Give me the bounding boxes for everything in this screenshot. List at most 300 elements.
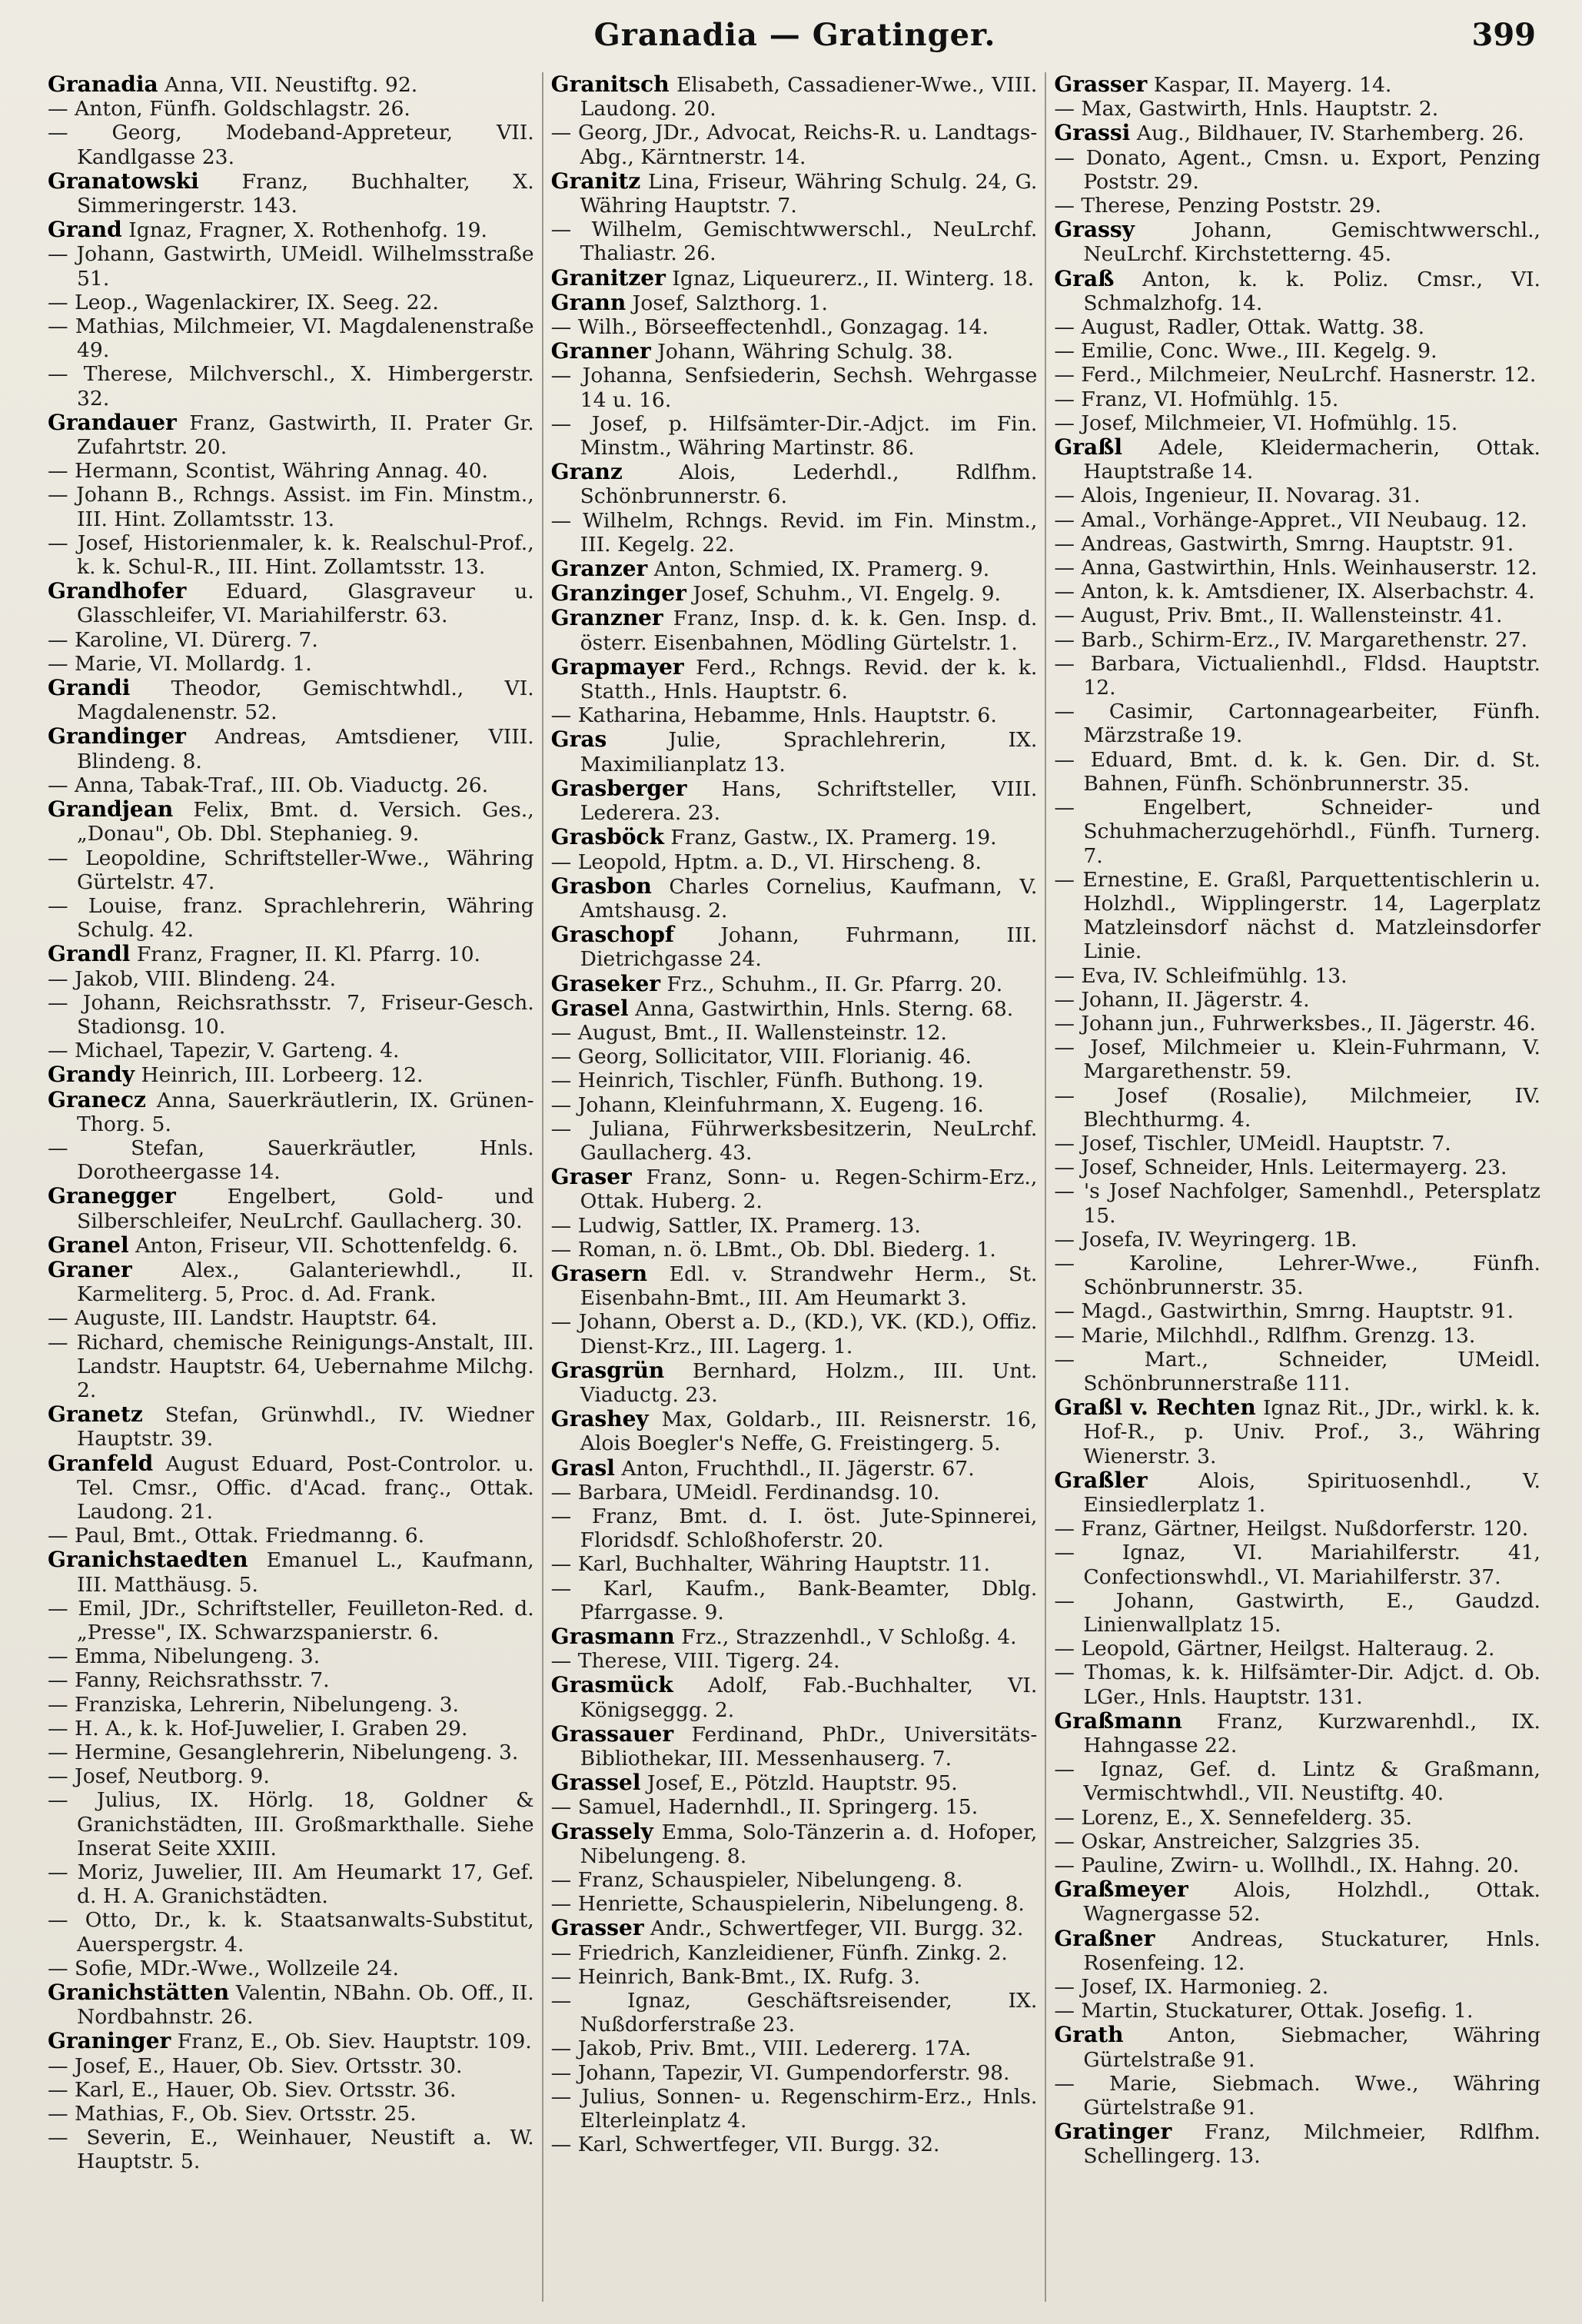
directory-entry xyxy=(551,218,1038,265)
entry-surname: Grasmück xyxy=(550,1672,673,1698)
entry-details: — Otto, Dr., k. k. Staatsanwalts-Substitut, Auerspergstr. 4. xyxy=(48,1908,534,1957)
running-title: Granadia — Gratinger. xyxy=(593,17,996,53)
entry-surname: Grassel xyxy=(550,1770,641,1796)
directory-entry xyxy=(1054,146,1540,194)
entry-surname: Grassauer xyxy=(550,1721,674,1747)
directory-entry xyxy=(551,291,1038,315)
directory-entry xyxy=(48,97,534,121)
entry-details: Felix, Bmt. d. Versich. Ges., „Donau", Ob. Dbl. Stephanieg. 9. xyxy=(77,798,534,846)
entry-details: Adolf, Fab.-Buchhalter, VI. Königseggg. 2. xyxy=(580,1674,1038,1722)
directory-entry xyxy=(48,1741,534,1764)
entry-details: — Barbara, UMeidl. Ferdinandsg. 10. xyxy=(550,1480,940,1504)
entry-details: August Eduard, Post-Controlor. u. Tel. Cmsr., Offic. d'Acad. franç., Ottak. Laudong. 21. xyxy=(77,1451,534,1524)
directory-entry xyxy=(48,1644,534,1668)
entry-details: — Emil, JDr., Schriftsteller, Feuilleton-Red. d. „Presse", IX. Schwarzspanierstr. 6. xyxy=(48,1596,534,1644)
entry-details: Alois, Lederhdl., Rdlfhm. Schönbrunnerstr. 6. xyxy=(580,460,1038,509)
entry-details: — Sofie, MDr.-Wwe., Wollzeile 24. xyxy=(48,1956,399,1980)
entry-details: — Emma, Nibelungeng. 3. xyxy=(48,1644,321,1669)
column-3 xyxy=(1045,72,1548,2302)
entry-details: — Karl, Buchhalter, Währing Hauptstr. 11. xyxy=(550,1552,990,1577)
directory-entry xyxy=(1054,868,1540,964)
entry-details: — Therese, Milchverschl., X. Himbergerstr. 32. xyxy=(48,362,534,411)
directory-entry xyxy=(1054,97,1540,121)
directory-entry xyxy=(48,362,534,410)
entry-details: — Emilie, Conc. Wwe., III. Kegelg. 9. xyxy=(1054,339,1437,364)
entry-details: — Wilhelm, Rchngs. Revid. im Fin. Minstm., III. Kegelg. 22. xyxy=(550,508,1038,557)
entry-details: Max, Goldarb., III. Reisnerstr. 16, Alois Boegler's Neffe, G. Freistingerg. 5. xyxy=(580,1408,1038,1456)
entry-details: Heinrich, III. Lorbeerg. 12. xyxy=(135,1063,424,1088)
entry-surname: Gras xyxy=(550,726,607,753)
directory-entry xyxy=(1054,1324,1540,1348)
directory-entry xyxy=(48,459,534,483)
directory-entry xyxy=(551,1069,1038,1092)
entry-details: — Therese, VIII. Tigerg. 24. xyxy=(550,1649,840,1674)
directory-entry xyxy=(551,1214,1038,1238)
entry-surname: Granz xyxy=(550,459,623,485)
entry-details: Eduard, Glasgraveur u. Glasschleifer, VI. Mariahilferstr. 63. xyxy=(77,580,534,628)
entry-details: Franz, Gastwirth, II. Prater Gr. Zufahrtstr. 20. xyxy=(77,411,534,460)
entry-details: — Georg, Sollicitator, VIII. Florianig. 46. xyxy=(550,1045,972,1069)
directory-entry xyxy=(551,1673,1038,1721)
directory-entry xyxy=(48,1088,534,1136)
directory-entry xyxy=(48,1764,534,1788)
directory-entry xyxy=(1054,1661,1540,1708)
directory-entry xyxy=(1054,603,1540,627)
directory-entry xyxy=(551,266,1038,291)
directory-entry xyxy=(551,1021,1038,1045)
entry-details: Franz, Buchhalter, X. Simmeringerstr. 143. xyxy=(77,169,534,218)
entry-details: — Magd., Gastwirthin, Smrng. Hauptstr. 91. xyxy=(1054,1299,1514,1324)
directory-entry xyxy=(551,1577,1038,1624)
entry-details: — Johanna, Senfsiederin, Sechsh. Wehrgasse 14 u. 16. xyxy=(550,364,1038,412)
entry-details: — Friedrich, Kanzleidiener, Fünfh. Zinkg. 2. xyxy=(550,1940,1008,1965)
entry-details: Kaspar, II. Mayerg. 14. xyxy=(1147,73,1392,97)
directory-entry xyxy=(551,509,1038,557)
directory-entry xyxy=(48,1908,534,1956)
directory-entry xyxy=(551,1795,1038,1819)
entry-details: — Henriette, Schauspielerin, Nibelungeng. 8. xyxy=(550,1892,1025,1917)
directory-entry xyxy=(1054,700,1540,747)
directory-entry xyxy=(48,942,534,966)
directory-entry xyxy=(48,1184,534,1232)
entry-details: — Josef, Neutborg. 9. xyxy=(48,1764,270,1789)
directory-entry xyxy=(551,1262,1038,1310)
directory-entry xyxy=(48,2029,534,2053)
entry-surname: Gratinger xyxy=(1054,2119,1172,2145)
directory-entry xyxy=(1054,1132,1540,1155)
directory-entry xyxy=(551,606,1038,654)
directory-entry xyxy=(551,1820,1038,1868)
entry-details: — Karl, Kaufm., Bank-Beamter, Dblg. Pfarrgasse. 9. xyxy=(550,1576,1038,1624)
entry-details: — H. A., k. k. Hof-Juwelier, I. Graben 29. xyxy=(48,1716,468,1741)
directory-entry xyxy=(48,1717,534,1741)
entry-details: — Georg, JDr., Advocat, Reichs-R. u. Landtags-Abg., Kärntnerstr. 14. xyxy=(550,121,1038,169)
directory-entry xyxy=(1054,1999,1540,2023)
directory-entry xyxy=(1054,988,1540,1012)
directory-entry xyxy=(1054,72,1540,97)
directory-entry xyxy=(551,1456,1038,1481)
directory-entry xyxy=(1054,267,1540,315)
entry-surname: Grandl xyxy=(48,941,131,967)
entry-surname: Granecz xyxy=(48,1086,146,1112)
entry-details: Julie, Sprachlehrerin, IX. Maximilianplatz 13. xyxy=(580,728,1038,776)
directory-entry xyxy=(48,121,534,168)
entry-surname: Grandi xyxy=(48,675,131,701)
entry-details: — Heinrich, Bank-Bmt., IX. Rufg. 3. xyxy=(550,1964,921,1989)
entry-surname: Granitzer xyxy=(550,264,666,291)
entry-details: — Katharina, Hebamme, Hnls. Hauptstr. 6. xyxy=(550,703,997,728)
directory-entry xyxy=(1054,964,1540,988)
entry-details: — Josefa, IV. Weyringerg. 1B. xyxy=(1054,1227,1358,1252)
entry-details: Edl. v. Strandwehr Herm., St. Eisenbahn-Bmt., III. Am Heumarkt 3. xyxy=(580,1262,1038,1311)
entry-details: — Josef, Schneider, Hnls. Leitermayerg. 23. xyxy=(1054,1155,1507,1180)
entry-details: — Julius, IX. Hörlg. 18, Goldner & Granichstädten, III. Großmarkthalle. Siehe Inserat Seite XXIII. xyxy=(48,1788,534,1860)
entry-details: — Karl, E., Hauer, Ob. Siev. Ortsstr. 36. xyxy=(48,2077,457,2102)
directory-entry xyxy=(48,628,534,652)
entry-details: — Ignaz, VI. Mariahilferstr. 41, Confectionswhdl., VI. Mariahilferstr. 37. xyxy=(1054,1541,1541,1589)
entry-details: — Paul, Bmt., Ottak. Friedmanng. 6. xyxy=(48,1524,425,1548)
directory-entry xyxy=(551,2061,1038,2085)
directory-entry xyxy=(551,581,1038,606)
directory-entry xyxy=(48,1693,534,1717)
directory-entry xyxy=(551,315,1038,339)
entry-details: — Barb., Schirm-Erz., IV. Margarethenstr. 27. xyxy=(1054,627,1528,652)
directory-entry xyxy=(1054,484,1540,507)
entry-details: Alois, Spirituosenhdl., V. Einsiedlerplatz 1. xyxy=(1083,1468,1541,1517)
entry-details: Franz, Kurzwarenhdl., IX. Hahngasse 22. xyxy=(1083,1709,1541,1758)
entry-surname: Graschopf xyxy=(550,922,674,948)
directory-entry xyxy=(551,339,1038,364)
entry-surname: Grasberger xyxy=(550,775,687,801)
directory-entry xyxy=(1054,628,1540,652)
directory-entry xyxy=(551,72,1038,121)
entry-details: — Engelbert, Schneider- und Schuhmacherzugehörhdl., Fünfh. Turnerg. 7. xyxy=(1054,796,1541,868)
directory-entry xyxy=(551,1093,1038,1117)
directory-entry xyxy=(1054,1252,1540,1299)
entry-details: — Johann, Kleinfuhrmann, X. Eugeng. 16. xyxy=(550,1092,984,1117)
directory-entry xyxy=(1054,1709,1540,1757)
directory-entry xyxy=(1054,1589,1540,1637)
entry-surname: Granzer xyxy=(550,556,648,582)
directory-entry xyxy=(551,1481,1038,1504)
entry-details: — Max, Gastwirth, Hnls. Hauptstr. 2. xyxy=(1054,97,1439,121)
entry-details: — Marie, Milchhdl., Rdlfhm. Grenzg. 13. xyxy=(1054,1323,1476,1348)
entry-details: Anton, k. k. Poliz. Cmsr., VI. Schmalzhofg. 14. xyxy=(1083,267,1541,315)
entry-surname: Grandauer xyxy=(48,409,177,435)
entry-surname: Granichstaedten xyxy=(48,1547,248,1573)
entry-surname: Graßl v. Rechten xyxy=(1054,1395,1256,1421)
entry-surname: Granetz xyxy=(48,1401,143,1428)
entry-surname: Graßner xyxy=(1054,1925,1155,1951)
entry-details: — Ignaz, Gef. d. Lintz & Graßmann, Vermischtwhdl., VII. Neustiftg. 40. xyxy=(1054,1757,1541,1806)
entry-details: — Karoline, VI. Dürerg. 7. xyxy=(48,627,318,652)
directory-entry xyxy=(48,314,534,362)
entry-details: Emanuel L., Kaufmann, III. Matthäusg. 5. xyxy=(77,1548,534,1597)
entry-details: Anton, Schmied, IX. Pramerg. 9. xyxy=(647,557,990,582)
directory-entry xyxy=(1054,2023,1540,2071)
directory-entry xyxy=(551,1722,1038,1770)
entry-details: Ferdinand, PhDr., Universitäts-Bibliothekar, III. Messenhauserg. 7. xyxy=(580,1722,1038,1771)
directory-entry xyxy=(1054,1927,1540,1975)
entry-surname: Grandinger xyxy=(48,723,186,750)
directory-entry xyxy=(551,972,1038,996)
directory-entry xyxy=(1054,2072,1540,2120)
directory-entry xyxy=(48,1331,534,1403)
entry-surname: Grapmayer xyxy=(550,653,684,680)
entry-surname: Grasser xyxy=(1054,72,1148,97)
entry-surname: Grassi xyxy=(1054,120,1131,146)
directory-entry xyxy=(551,121,1038,168)
entry-surname: Granner xyxy=(550,338,651,364)
directory-entry xyxy=(551,1624,1038,1649)
entry-details: — Mart., Schneider, UMeidl. Schönbrunnerstraße 111. xyxy=(1054,1347,1541,1395)
entry-details: — Georg, Modeband-Appreteur, VII. Kandlgasse 23. xyxy=(48,121,534,169)
entry-details: Valentin, NBahn. Ob. Off., II. Nordbahnstr. 26. xyxy=(77,1981,534,2030)
entry-surname: Grasböck xyxy=(550,824,664,850)
directory-entry xyxy=(1054,1179,1540,1227)
entry-details: Theodor, Gemischtwhdl., VI. Magdalenenstr. 52. xyxy=(77,677,534,725)
directory-entry xyxy=(1054,1517,1540,1541)
entry-details: Anna, Sauerkräutlerin, IX. Grünen-Thorg. 5. xyxy=(77,1088,534,1136)
directory-entry xyxy=(551,1868,1038,1892)
entry-details: — Eva, IV. Schleifmühlg. 13. xyxy=(1054,963,1348,988)
directory-entry xyxy=(1054,1975,1540,1999)
directory-entry xyxy=(1054,1854,1540,1877)
entry-details: — Eduard, Bmt. d. k. k. Gen. Dir. d. St. Bahnen, Fünfh. Schönbrunnerstr. 35. xyxy=(1054,747,1541,796)
directory-entry xyxy=(48,1258,534,1306)
entry-details: — Casimir, Cartonnagearbeiter, Fünfh. Märzstraße 19. xyxy=(1054,700,1541,748)
entry-details: — Johann, Tapezir, VI. Gumpendorferstr. 98. xyxy=(550,2060,1010,2085)
directory-entry xyxy=(551,825,1038,849)
entry-details: — Josef, Historienmaler, k. k. Realschul-Prof., k. k. Schul-R., III. Hint. Zollamtsstr. 13. xyxy=(48,530,534,580)
entry-details: — Johann, Oberst a. D., (KD.), VK. (KD.), Offiz. Dienst-Krz., III. Lagerg. 1. xyxy=(550,1310,1038,1358)
directory-entry xyxy=(551,1407,1038,1455)
directory-entry xyxy=(1054,580,1540,603)
entry-details: — Barbara, Victualienhdl., Fldsd. Hauptstr. 12. xyxy=(1054,651,1541,700)
entry-details: — Franz, VI. Hofmühlg. 15. xyxy=(1054,387,1339,411)
entry-details: — Jakob, VIII. Blindeng. 24. xyxy=(48,966,337,991)
directory-entry xyxy=(48,1062,534,1087)
directory-entry xyxy=(551,1989,1038,2036)
directory-entry xyxy=(551,1117,1038,1165)
directory-entry xyxy=(48,846,534,894)
directory-entry xyxy=(551,169,1038,218)
directory-entry xyxy=(48,483,534,530)
entry-details: Alois, Holzhdl., Ottak. Wagnergasse 52. xyxy=(1083,1878,1541,1927)
entry-details: — Richard, chemische Reinigungs-Anstalt, III. Landstr. Hauptstr. 64, Uebernahme Milchg. 2. xyxy=(48,1330,534,1402)
entry-details: — Hermine, Gesanglehrerin, Nibelungeng. 3. xyxy=(48,1741,519,1765)
directory-entry xyxy=(551,1310,1038,1358)
directory-entry xyxy=(551,557,1038,581)
entry-details: Johann, Fuhrmann, III. Dietrichgasse 24. xyxy=(580,923,1038,972)
entry-details: Alex., Galanteriewhdl., II. Karmeliterg. 5, Proc. d. Ad. Frank. xyxy=(77,1258,534,1307)
entry-surname: Grann xyxy=(550,289,626,315)
directory-entry xyxy=(1054,1757,1540,1805)
entry-details: Frz., Strazzenhdl., V Schloßg. 4. xyxy=(674,1625,1017,1649)
entry-details: Ignaz, Liqueurerz., II. Winterg. 18. xyxy=(665,266,1035,291)
directory-entry xyxy=(551,2036,1038,2060)
entry-details: — Johann, Reichsrathsstr. 7, Friseur-Gesch. Stadionsg. 10. xyxy=(48,990,534,1039)
entry-details: — Severin, E., Weinhauer, Neustift a. W. Hauptstr. 5. xyxy=(48,2126,534,2174)
directory-entry xyxy=(48,1039,534,1062)
entry-details: — Leop., Wagenlackirer, IX. Seeg. 22. xyxy=(48,290,439,314)
entry-details: Josef, E., Pötzld. Hauptstr. 95. xyxy=(640,1771,958,1796)
entry-details: — Donato, Agent., Cmsn. u. Export, Penzing Poststr. 29. xyxy=(1054,145,1541,194)
column-1 xyxy=(40,72,542,2302)
entry-surname: Granadia xyxy=(48,72,158,97)
entry-details: — Juliana, Führwerksbesitzerin, NeuLrchf. Gaullacherg. 43. xyxy=(550,1116,1038,1165)
entry-surname: Granfeld xyxy=(48,1450,154,1476)
entry-details: Johann, Währing Schulg. 38. xyxy=(650,340,953,364)
entry-details: Bernhard, Holzm., III. Unt. Viaductg. 23. xyxy=(580,1358,1038,1407)
entry-details: — Amal., Vorhänge-Appret., VII Neubaug. 12. xyxy=(1054,507,1527,532)
entry-surname: Grasern xyxy=(550,1260,648,1286)
entry-details: Charles Cornelius, Kaufmann, V. Amtshausg. 2. xyxy=(580,874,1038,923)
entry-details: — Josef, E., Hauer, Ob. Siev. Ortsstr. 30. xyxy=(48,2053,463,2078)
entry-surname: Graser xyxy=(550,1164,632,1190)
entry-details: — Marie, Siebmach. Wwe., Währing Gürtelstraße 91. xyxy=(1054,2071,1541,2120)
directory-entry xyxy=(551,996,1038,1021)
directory-entry xyxy=(551,1965,1038,1989)
directory-entry xyxy=(48,797,534,846)
entry-details: Josef, Salzthorg. 1. xyxy=(626,291,828,315)
entry-details: — Ludwig, Sattler, IX. Pramerg. 13. xyxy=(550,1213,921,1238)
entry-details: — Wilhelm, Gemischtwwerschl., NeuLrchf. Thaliastr. 26. xyxy=(550,218,1038,266)
directory-entry xyxy=(551,655,1038,703)
entry-details: Frz., Schuhm., II. Gr. Pfarrg. 20. xyxy=(660,972,1003,996)
entry-details: — Wilh., Börseeffectenhdl., Gonzagag. 14. xyxy=(550,315,989,340)
entry-surname: Graßmeyer xyxy=(1054,1877,1188,1903)
directory-entry xyxy=(48,2078,534,2102)
directory-entry xyxy=(551,1649,1038,1673)
entry-details: Ferd., Rchngs. Revid. der k. k. Statth., Hnls. Hauptstr. 6. xyxy=(580,655,1038,704)
entry-surname: Granegger xyxy=(48,1183,176,1209)
entry-details: Emma, Solo-Tänzerin a. d. Hofoper, Nibelungeng. 8. xyxy=(580,1820,1038,1868)
entry-details: — Franz, Gärtner, Heilgst. Nußdorferstr. 120. xyxy=(1054,1517,1529,1541)
directory-entry xyxy=(551,1165,1038,1213)
entry-details: — Lorenz, E., X. Sennefelderg. 35. xyxy=(1054,1805,1412,1830)
entry-details: — Karoline, Lehrer-Wwe., Fünfh. Schönbrunnerstr. 35. xyxy=(1054,1251,1541,1300)
entry-details: Anton, Fruchthdl., II. Jägerstr. 67. xyxy=(614,1456,975,1481)
directory-entry xyxy=(1054,387,1540,411)
entry-details: — Moriz, Juwelier, III. Am Heumarkt 17, Gef. d. H. A. Granichstädten. xyxy=(48,1860,534,1909)
directory-entry xyxy=(48,169,534,218)
directory-entry xyxy=(1054,363,1540,387)
directory-entry xyxy=(551,1358,1038,1407)
directory-entry xyxy=(551,776,1038,825)
directory-entry xyxy=(551,2133,1038,2156)
entry-details: — Fanny, Reichsrathsstr. 7. xyxy=(48,1668,330,1693)
entry-details: — Leopold, Gärtner, Heilgst. Halteraug. 2. xyxy=(1054,1637,1495,1661)
entry-details: — Oskar, Anstreicher, Salzgries 35. xyxy=(1054,1829,1421,1854)
directory-entry xyxy=(48,1233,534,1258)
directory-entry xyxy=(48,1668,534,1692)
entry-details: — Pauline, Zwirn- u. Wollhdl., IX. Hahng. 20. xyxy=(1054,1854,1520,1878)
entry-details: — Stefan, Sauerkräutler, Hnls. Dorotheergasse 14. xyxy=(48,1135,534,1185)
entry-details: — August, Bmt., II. Wallensteinstr. 12. xyxy=(550,1020,947,1045)
entry-details: — Ernestine, E. Graßl, Parquettentischlerin u. Holzhdl., Wipplingerstr. 14, Lagerplatz Matzleinsdorf nächst d. Matzleinsdorfer Linie. xyxy=(1054,867,1541,964)
entry-details: — Michael, Tapezir, V. Garteng. 4. xyxy=(48,1039,400,1063)
directory-entry xyxy=(551,703,1038,727)
entry-details: — Anton, Fünfh. Goldschlagstr. 26. xyxy=(48,97,410,121)
directory-entry xyxy=(48,242,534,290)
entry-surname: Grasbon xyxy=(550,873,652,899)
entry-surname: Grasser xyxy=(550,1915,644,1941)
directory-entry xyxy=(1054,194,1540,218)
directory-entry xyxy=(551,2085,1038,2133)
directory-entry xyxy=(551,1892,1038,1916)
directory-entry xyxy=(551,412,1038,460)
entry-details: Ignaz, Fragner, X. Rothenhofg. 19. xyxy=(121,218,487,243)
entry-details: — Johann, II. Jägerstr. 4. xyxy=(1054,987,1310,1012)
directory-entry xyxy=(551,1045,1038,1069)
entry-surname: Graner xyxy=(48,1256,132,1282)
entry-details: — Leopold, Hptm. a. D., VI. Hirscheng. 8. xyxy=(550,849,982,874)
directory-entry xyxy=(551,364,1038,411)
entry-surname: Graninger xyxy=(48,2028,171,2054)
entry-surname: Grandhofer xyxy=(48,578,187,604)
entry-details: — Auguste, III. Landstr. Hauptstr. 64. xyxy=(48,1306,437,1331)
entry-details: — Andreas, Gastwirth, Smrng. Hauptstr. 91. xyxy=(1054,531,1514,556)
directory-entry xyxy=(1054,411,1540,435)
directory-entry xyxy=(48,2054,534,2078)
entry-details: Franz, E., Ob. Siev. Hauptstr. 109. xyxy=(171,2030,532,2054)
directory-entry xyxy=(1054,1637,1540,1661)
directory-entry xyxy=(1054,1541,1540,1588)
entry-details: — Josef, Milchmeier, VI. Hofmühlg. 15. xyxy=(1054,411,1458,435)
entry-surname: Grand xyxy=(48,217,122,243)
entry-details: — Marie, VI. Mollardg. 1. xyxy=(48,651,312,676)
directory-entry xyxy=(1054,508,1540,532)
column-2 xyxy=(542,72,1045,2302)
directory-entry xyxy=(551,460,1038,508)
directory-entry xyxy=(48,773,534,797)
entry-details: Franz, Gastw., IX. Pramerg. 19. xyxy=(663,826,997,850)
entry-surname: Grandy xyxy=(48,1062,135,1088)
directory-entry xyxy=(48,1957,534,1980)
directory-entry xyxy=(1054,556,1540,580)
entry-details: Franz, Insp. d. k. k. Gen. Insp. d. österr. Eisenbahnen, Mödling Gürtelstr. 1. xyxy=(580,607,1038,655)
entry-details: — Thomas, k. k. Hilfsämter-Dir. Adjct. d. Ob. LGer., Hnls. Hauptstr. 131. xyxy=(1054,1661,1541,1709)
directory-entry xyxy=(551,1238,1038,1262)
entry-details: — Josef, Tischler, UMeidl. Hauptstr. 7. xyxy=(1054,1131,1451,1155)
directory-entry xyxy=(1054,1468,1540,1517)
entry-details: — Hermann, Scontist, Währing Annag. 40. xyxy=(48,459,488,484)
entry-details: — Franz, Bmt. d. I. öst. Jute-Spinnerei, Floridsdf. Schloßhoferstr. 20. xyxy=(550,1504,1038,1553)
directory-entry xyxy=(48,2126,534,2173)
directory-entry xyxy=(48,218,534,242)
entry-details: — Anton, k. k. Amtsdiener, IX. Alserbachstr. 4. xyxy=(1054,580,1535,604)
directory-entry xyxy=(48,1788,534,1860)
directory-entry xyxy=(1054,218,1540,266)
entry-surname: Grasgrün xyxy=(550,1357,665,1383)
entry-details: — Franziska, Lehrerin, Nibelungeng. 3. xyxy=(48,1692,459,1717)
entry-details: — Samuel, Hadernhdl., II. Springerg. 15. xyxy=(550,1795,979,1820)
page-header xyxy=(46,17,1544,60)
entry-details: Franz, Fragner, II. Kl. Pfarrg. 10. xyxy=(130,943,480,967)
directory-entry xyxy=(48,1597,534,1644)
directory-entry xyxy=(551,1504,1038,1552)
directory-entry xyxy=(1054,1830,1540,1854)
entry-details: Elisabeth, Cassadiener-Wwe., VIII. Laudong. 20. xyxy=(580,73,1038,121)
directory-entry xyxy=(551,1941,1038,1965)
directory-columns xyxy=(40,72,1548,2302)
entry-details: Josef, Schuhm., VI. Engelg. 9. xyxy=(686,582,1001,607)
entry-surname: Grashey xyxy=(550,1406,649,1432)
entry-details: — Franz, Schauspieler, Nibelungeng. 8. xyxy=(550,1868,963,1893)
entry-surname: Graßmann xyxy=(1054,1707,1182,1734)
directory-entry xyxy=(551,850,1038,874)
